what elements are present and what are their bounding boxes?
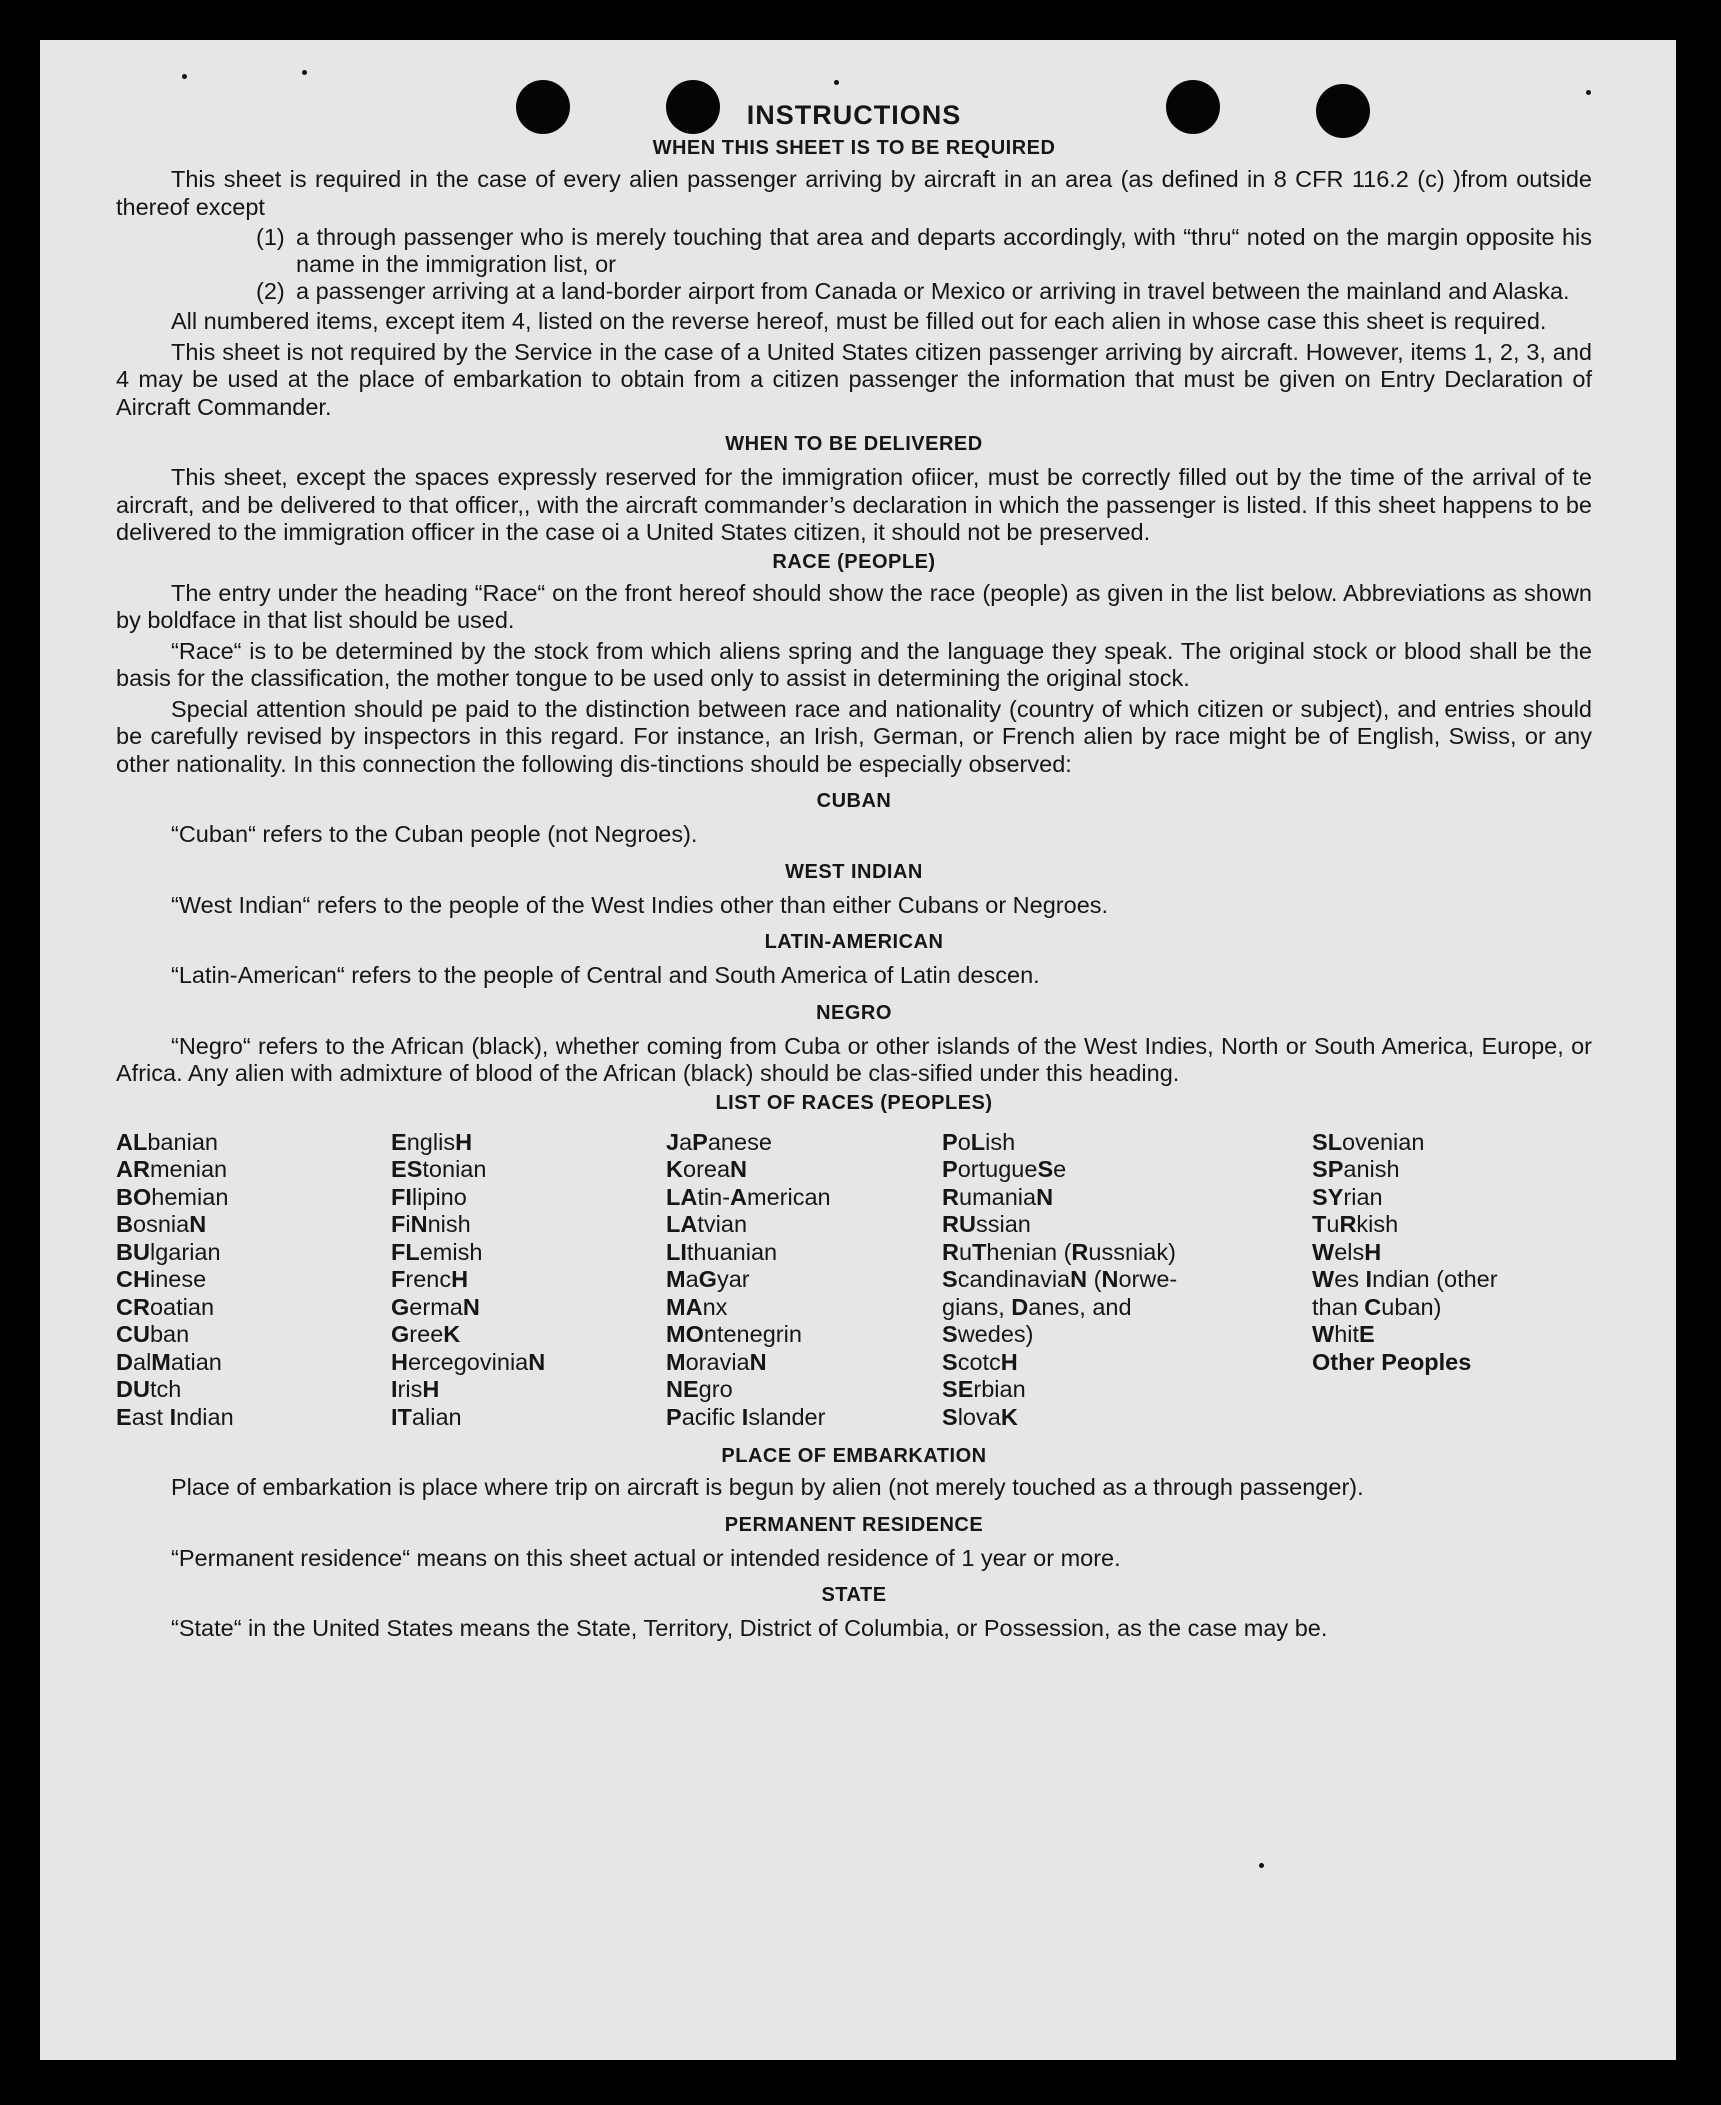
race-entry: GreeK: [391, 1321, 461, 1347]
race-entry: KoreaN: [666, 1156, 748, 1182]
race-entry: SPanish: [1312, 1156, 1400, 1182]
item-text: a passenger arriving at a land-border airport from Canada or Mexico or arriving in travel between the mainland and Alaska.: [296, 278, 1570, 304]
paragraph: Place of embarkation is place where trip on aircraft is begun by alien (not merely touched as a through passenger).: [171, 1474, 1364, 1500]
race-entry: JaPanese: [666, 1128, 772, 1155]
race-column: [1312, 1129, 1592, 1432]
race-entry: SLovenian: [1312, 1128, 1425, 1155]
race-entry: PortugueSe: [942, 1156, 1067, 1182]
section-heading: NEGRO: [816, 1001, 892, 1024]
paragraph: “Race“ is to be determined by the stock from which aliens spring and the language they speak. The original stock or blood shall be the basis for the classification, the mother tongue to be used only to assist in determining the original stock.: [116, 637, 1592, 691]
race-entry: RUssian: [942, 1211, 1031, 1237]
race-entry: PoLish: [942, 1128, 1016, 1155]
race-entry: ScandinaviaN (Norwe- gians, Danes, and Swedes): [942, 1266, 1178, 1347]
race-entry: Other Peoples: [1312, 1348, 1472, 1375]
race-entry: MAnx: [666, 1293, 728, 1320]
section-heading: WEST INDIAN: [785, 860, 923, 883]
document-sheet: [40, 40, 1676, 2060]
section-heading: STATE: [821, 1584, 887, 1606]
race-entry: ARmenian: [116, 1156, 228, 1182]
paragraph: This sheet is not required by the Service in the case of a United States citizen passenger arriving by aircraft. However, items 1, 2, 3, and 4 may be used at the place of embarkation to obtain from a citizen passenger the information that must be given on Entry Declaration of Aircraft Commander.: [116, 338, 1592, 420]
race-entry: BosniaN: [116, 1211, 207, 1237]
race-entry: RuThenian (Russniak): [942, 1238, 1176, 1265]
race-entry: DalMatian: [116, 1348, 222, 1375]
race-entry: LIthuanian: [666, 1238, 778, 1265]
race-entry: Wes Indian (other than Cuban): [1312, 1266, 1498, 1320]
race-entry: CUban: [116, 1321, 190, 1347]
list-item: [256, 224, 1592, 278]
race-column: [666, 1129, 942, 1432]
race-entry: FIlipino: [391, 1183, 467, 1210]
race-entry: FLemish: [391, 1238, 483, 1265]
paragraph: “West Indian“ refers to the people of the West Indies other than either Cubans or Negroes.: [171, 891, 1109, 918]
paragraph: Special attention should pe paid to the distinction between race and nationality (country of which citizen or subject), and entries should be carefully revised by inspectors in this regard. For instance, an Irish, German, or French alien by race might be of English, Swiss, or any other nationality. In this connection the following dis-tinctions should be especially observed:: [116, 695, 1592, 777]
race-entry: CHinese: [116, 1266, 207, 1292]
race-entry: LAtvian: [666, 1211, 748, 1237]
race-entry: NEgro: [666, 1376, 733, 1402]
section-heading: LIST OF RACES (PEOPLES): [715, 1091, 993, 1114]
speck-mark: [1259, 1863, 1264, 1868]
section-heading: PLACE OF EMBARKATION: [721, 1445, 987, 1467]
speck-mark: [302, 70, 307, 75]
item-number: (2): [256, 278, 285, 304]
race-entry: MOntenegrin: [666, 1321, 802, 1347]
race-entry: CRoatian: [116, 1293, 215, 1320]
race-entry: WhitE: [1312, 1321, 1375, 1347]
race-entry: WelsH: [1312, 1238, 1382, 1265]
paragraph: The entry under the heading “Race“ on the front hereof should show the race (people) as given in the list below. Abbreviations as shown by boldface in that list should be used.: [116, 579, 1592, 633]
race-entry: LAtin-American: [666, 1183, 831, 1210]
race-entry: TuRkish: [1312, 1211, 1399, 1237]
paragraph: “Latin-American“ refers to the people of Central and South America of Latin descen.: [171, 962, 1040, 988]
race-entry: IrisH: [391, 1376, 440, 1402]
race-entry: EStonian: [391, 1156, 487, 1182]
speck-mark: [834, 80, 839, 85]
race-entry: ALbanian: [116, 1128, 218, 1155]
section-heading: PERMANENT RESIDENCE: [724, 1513, 984, 1536]
instructions-content: [116, 100, 1592, 1643]
paragraph: “Cuban“ refers to the Cuban people (not Negroes).: [171, 821, 698, 847]
race-entry: SlovaK: [942, 1403, 1018, 1430]
race-column: [116, 1129, 391, 1432]
race-entry: EnglisH: [391, 1128, 473, 1155]
race-entry: GermaN: [391, 1293, 480, 1320]
section-heading: WHEN THIS SHEET IS TO BE REQUIRED: [652, 137, 1056, 159]
item-text: a through passenger who is merely touching that area and departs accordingly, with “thru“ noted on the margin opposite his name in the immigration list, or: [296, 224, 1592, 277]
page-title: INSTRUCTIONS: [746, 100, 962, 130]
race-entry: ScotcH: [942, 1348, 1018, 1375]
race-entry: SYrian: [1312, 1183, 1383, 1210]
paragraph: This sheet, except the spaces expressly reserved for the immigration ofiicer, must be correctly filled out by the time of the arrival of te aircraft, and be delivered to that officer,, with the aircraft commander’s declaration in which the passenger is listed. If this sheet happens to be delivered to the immigration officer in the case oi a United States citizen, it should not be preserved.: [116, 464, 1592, 545]
race-column: [391, 1129, 666, 1432]
speck-mark: [1586, 90, 1591, 95]
section-heading: LATIN-AMERICAN: [764, 931, 944, 953]
race-entry: BUlgarian: [116, 1238, 221, 1265]
race-list: [116, 1129, 1592, 1432]
race-entry: ITalian: [391, 1403, 462, 1430]
race-entry: MaGyar: [666, 1266, 750, 1292]
section-heading: WHEN TO BE DELIVERED: [725, 433, 983, 455]
list-item: [256, 278, 1592, 305]
speck-mark: [182, 74, 187, 79]
race-entry: Pacific Islander: [666, 1403, 826, 1430]
race-entry: BOhemian: [116, 1183, 229, 1210]
paragraph: This sheet is required in the case of every alien passenger arriving by aircraft in an area (as defined in 8 CFR 116.2 (c) )from outside thereof except: [116, 166, 1592, 220]
race-entry: MoraviaN: [666, 1348, 767, 1375]
race-entry: DUtch: [116, 1376, 182, 1402]
race-entry: FrencH: [391, 1266, 469, 1292]
paragraph: “Negro“ refers to the African (black), whether coming from Cuba or other islands of the West Indies, North or South America, Europe, or Africa. Any alien with admixture of blood of the African (black) should be clas-sified under this heading.: [116, 1032, 1592, 1086]
race-entry: HercegoviniaN: [391, 1348, 546, 1375]
section-heading: CUBAN: [816, 790, 892, 812]
paragraph: “Permanent residence“ means on this sheet actual or intended residence of 1 year or more.: [171, 1544, 1121, 1571]
race-entry: East Indian: [116, 1403, 234, 1430]
paragraph: “State“ in the United States means the State, Territory, District of Columbia, or Possession, as the case may be.: [171, 1615, 1328, 1641]
race-entry: SErbian: [942, 1376, 1026, 1402]
race-entry: FiNnish: [391, 1211, 471, 1237]
race-entry: RumaniaN: [942, 1183, 1054, 1210]
section-heading: RACE (PEOPLE): [772, 550, 936, 573]
paragraph: All numbered items, except item 4, listed on the reverse hereof, must be filled out for each alien in whose case this sheet is required.: [171, 308, 1547, 334]
item-number: (1): [256, 224, 285, 250]
race-column: [942, 1129, 1312, 1432]
